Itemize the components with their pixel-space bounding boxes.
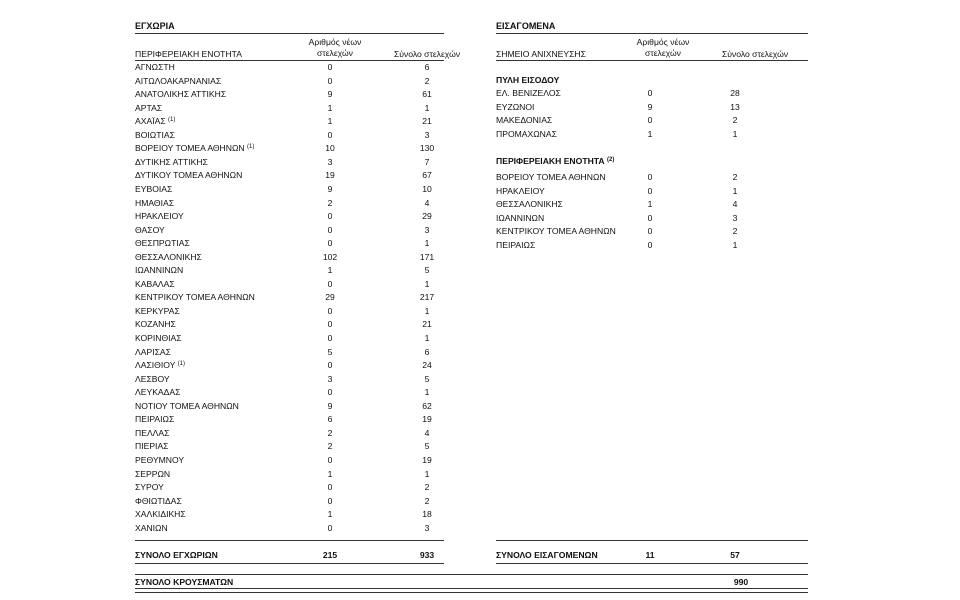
row-name-text: ΠΙΕΡΙΑΣ (135, 441, 169, 452)
domestic-table-row (135, 61, 455, 74)
grand-total-value: 990 (733, 577, 749, 587)
row-name (496, 212, 544, 225)
row-total-count: 1 (424, 468, 430, 479)
imported-entry-row (496, 87, 816, 100)
row-name (135, 142, 254, 155)
row-name (496, 128, 557, 141)
domestic-section-title: ΕΓΧΩΡΙΑ (135, 21, 175, 31)
domestic-total-divider-top (135, 540, 444, 541)
row-total-count: 61 (422, 89, 432, 100)
imported-group-region-note: (2) (607, 157, 615, 163)
row-name (135, 346, 171, 359)
row-total-count: 1 (732, 128, 738, 139)
row-new-count: 0 (327, 62, 333, 72)
row-total-count: 4 (424, 427, 430, 438)
row-total-count: 1 (424, 102, 430, 113)
row-name (135, 468, 170, 481)
domestic-total-divider-bottom (135, 563, 444, 564)
row-total-count: 5 (424, 441, 430, 452)
row-total-count: 3 (732, 212, 738, 223)
row-new-count: 5 (327, 346, 333, 357)
row-name (135, 400, 239, 413)
grand-total-label: ΣΥΝΟΛΟ ΚΡΟΥΣΜΑΤΩΝ (135, 577, 234, 587)
row-total-count: 7 (424, 156, 430, 167)
row-new-count: 0 (327, 333, 333, 343)
row-new-count: 1 (647, 128, 653, 139)
row-new-count: 1 (327, 265, 333, 276)
imported-entry-row (496, 114, 816, 127)
domestic-table-row (135, 142, 455, 155)
row-name-text: ΙΩΑΝΝΙΝΩΝ (135, 265, 184, 276)
row-total-count: 18 (422, 509, 432, 520)
imported-entry-row (496, 128, 816, 141)
row-name (135, 278, 175, 291)
row-total-count: 19 (422, 454, 432, 465)
row-new-count: 0 (327, 224, 333, 235)
domestic-table-row (135, 102, 455, 115)
row-total-count: 171 (419, 251, 435, 262)
domestic-title-divider (135, 33, 444, 34)
imported-header-total: Σύνολο στελεχών (721, 49, 789, 59)
row-new-count: 19 (325, 170, 335, 181)
row-total-count: 2 (424, 75, 430, 86)
imported-header-new-line1: Αριθμός νέων (636, 37, 690, 47)
row-total-count: 2 (732, 115, 738, 126)
row-name-text: ΒΟΡΕΙΟΥ ΤΟΜΕΑ ΑΘΗΝΩΝ (496, 172, 606, 182)
domestic-table-row (135, 278, 455, 291)
domestic-table-row (135, 129, 455, 142)
domestic-table-row (135, 373, 455, 386)
row-name-text: ΚΑΒΑΛΑΣ (135, 278, 175, 289)
imported-header-divider (496, 60, 808, 61)
row-total-count: 3 (424, 522, 430, 533)
row-name (135, 427, 169, 440)
row-new-count: 0 (647, 88, 653, 98)
domestic-table-row (135, 359, 455, 372)
row-name (135, 440, 169, 453)
row-total-count: 21 (422, 116, 432, 127)
row-name-text: ΔΥΤΙΚΗΣ ΑΤΤΙΚΗΣ (135, 156, 208, 167)
domestic-table-row (135, 251, 455, 264)
row-name-text: ΑΧΑΪΑΣ (135, 116, 166, 127)
row-new-count: 1 (327, 102, 333, 113)
row-new-count: 1 (647, 199, 653, 210)
row-name (496, 171, 606, 184)
row-new-count: 0 (327, 319, 333, 330)
row-total-count: 1 (424, 278, 430, 289)
row-name (496, 198, 563, 211)
row-name-text: ΛΑΡΙΣΑΣ (135, 346, 171, 357)
imported-total-total: 57 (730, 550, 740, 560)
row-total-count: 21 (422, 319, 432, 330)
row-name-text: ΕΥΒΟΙΑΣ (135, 183, 173, 194)
domestic-table-row (135, 427, 455, 440)
row-new-count: 0 (327, 387, 333, 398)
row-new-count: 0 (647, 226, 653, 237)
row-name-text: ΑΓΝΩΣΤΗ (135, 62, 175, 72)
row-total-count: 24 (422, 360, 432, 371)
row-new-count: 1 (327, 116, 333, 127)
row-total-count: 10 (422, 183, 432, 194)
row-name-text: ΝΟΤΙΟΥ ΤΟΜΕΑ ΑΘΗΝΩΝ (135, 400, 239, 411)
row-new-count: 0 (327, 305, 333, 316)
row-new-count: 9 (327, 183, 333, 194)
row-name-text: ΗΜΑΘΙΑΣ (135, 197, 175, 208)
row-name (135, 224, 165, 237)
imported-region-row (496, 185, 816, 198)
row-name (135, 251, 202, 264)
row-name-text: ΑΝΑΤΟΛΙΚΗΣ ΑΤΤΙΚΗΣ (135, 89, 227, 100)
imported-region-row (496, 171, 816, 184)
row-name-text: ΧΑΛΚΙΔΙΚΗΣ (135, 509, 186, 520)
imported-entry-row (496, 101, 816, 114)
imported-region-row (496, 212, 816, 225)
row-total-count: 1 (732, 239, 738, 250)
row-total-count: 5 (424, 265, 430, 276)
row-name-text: ΘΑΣΟΥ (135, 224, 165, 235)
imported-header-new-line2: στελεχών (645, 48, 681, 58)
row-total-count: 1 (424, 387, 430, 398)
row-name-text: ΛΕΣΒΟΥ (135, 373, 170, 384)
row-name (135, 88, 226, 101)
row-total-count: 3 (424, 224, 430, 235)
row-name (496, 101, 534, 114)
row-new-count: 0 (327, 482, 333, 493)
row-name-text: ΦΘΙΩΤΙΔΑΣ (135, 495, 182, 506)
row-name (135, 129, 175, 142)
row-total-count: 130 (419, 143, 435, 154)
domestic-header-new-line2: στελεχών (317, 48, 353, 58)
row-new-count: 0 (647, 115, 653, 126)
imported-region-row (496, 225, 816, 238)
row-name-text: ΠΡΟΜΑΧΩΝΑΣ (496, 128, 557, 139)
row-new-count: 2 (327, 197, 333, 208)
imported-title-divider (496, 33, 808, 34)
row-total-count: 6 (424, 346, 430, 357)
row-new-count: 0 (327, 495, 333, 506)
row-total-count: 2 (732, 226, 738, 237)
row-name (135, 481, 164, 494)
domestic-table-row (135, 386, 455, 399)
row-new-count: 29 (325, 292, 335, 303)
row-new-count: 6 (327, 414, 333, 425)
domestic-table-row (135, 224, 455, 237)
row-name-text: ΚΟΡΙΝΘΙΑΣ (135, 333, 182, 343)
imported-total-row (496, 549, 816, 562)
domestic-total-row (135, 549, 455, 562)
domestic-table-row (135, 156, 455, 169)
domestic-table-row (135, 454, 455, 467)
row-name-text: ΛΑΣΙΘΙΟΥ (135, 360, 176, 371)
row-new-count: 0 (647, 212, 653, 223)
row-footnote: (1) (168, 117, 176, 124)
row-total-count: 28 (730, 88, 740, 98)
domestic-table-row (135, 305, 455, 318)
row-name-text: ΔΥΤΙΚΟΥ ΤΟΜΕΑ ΑΘΗΝΩΝ (135, 170, 243, 181)
row-new-count: 0 (327, 454, 333, 465)
row-new-count: 9 (327, 400, 333, 411)
row-name (135, 156, 208, 169)
row-name (135, 75, 221, 88)
imported-header-point: ΣΗΜΕΙΟ ΑΝΙΧΝΕΥΣΗΣ (496, 49, 586, 59)
row-name (135, 169, 242, 182)
row-total-count: 4 (424, 197, 430, 208)
domestic-table-row (135, 468, 455, 481)
row-total-count: 62 (422, 400, 432, 411)
row-name (135, 183, 172, 196)
imported-region-row (496, 239, 816, 252)
grand-total-divider-top (135, 574, 808, 575)
row-name (135, 61, 175, 74)
imported-total-label: ΣΥΝΟΛΟ ΕΙΣΑΓΟΜΕΝΩΝ (496, 550, 598, 560)
row-name (496, 114, 552, 127)
domestic-table-row (135, 210, 455, 223)
domestic-header-total: Σύνολο στελεχών (393, 49, 461, 59)
row-total-count: 1 (424, 238, 430, 249)
row-name (135, 413, 174, 426)
row-name-text: ΗΡΑΚΛΕΙΟΥ (496, 185, 545, 196)
domestic-total-label: ΣΥΝΟΛΟ ΕΓΧΩΡΙΩΝ (135, 550, 218, 560)
domestic-table-row (135, 508, 455, 521)
row-new-count: 0 (647, 172, 653, 182)
row-name (135, 332, 182, 345)
row-total-count: 2 (424, 482, 430, 493)
row-new-count: 0 (647, 239, 653, 250)
row-total-count: 3 (424, 129, 430, 140)
row-new-count: 2 (327, 427, 333, 438)
row-name (135, 359, 185, 372)
row-new-count: 3 (327, 373, 333, 384)
row-new-count: 1 (327, 468, 333, 479)
row-total-count: 2 (732, 172, 738, 182)
domestic-table-row (135, 440, 455, 453)
row-name-text: ΒΟΡΕΙΟΥ ΤΟΜΕΑ ΑΘΗΝΩΝ (135, 143, 245, 154)
row-total-count: 13 (730, 101, 740, 112)
domestic-table-row (135, 88, 455, 101)
domestic-table-row (135, 197, 455, 210)
row-new-count: 9 (327, 89, 333, 100)
row-total-count: 6 (424, 62, 430, 72)
row-name-text: ΘΕΣΣΑΛΟΝΙΚΗΣ (496, 199, 563, 210)
row-new-count: 0 (327, 360, 333, 371)
row-total-count: 1 (424, 305, 430, 316)
domestic-table-row (135, 481, 455, 494)
row-total-count: 67 (422, 170, 432, 181)
row-name (135, 197, 174, 210)
row-new-count: 1 (327, 509, 333, 520)
domestic-table-row (135, 75, 455, 88)
domestic-table-row (135, 169, 455, 182)
row-total-count: 5 (424, 373, 430, 384)
row-name-text: ΕΛ. ΒΕΝΙΖΕΛΟΣ (496, 88, 561, 98)
domestic-table-row (135, 183, 455, 196)
row-new-count: 0 (327, 211, 333, 222)
row-name (496, 225, 616, 238)
domestic-table-row (135, 522, 455, 535)
row-name-text: ΙΩΑΝΝΙΝΩΝ (496, 212, 545, 223)
imported-total-divider-top (496, 540, 808, 541)
domestic-table-row (135, 264, 455, 277)
row-name (135, 237, 190, 250)
row-new-count: 0 (327, 238, 333, 249)
row-name-text: ΠΕΙΡΑΙΩΣ (496, 239, 536, 250)
row-name-text: ΠΕΛΛΑΣ (135, 427, 170, 438)
row-new-count: 0 (327, 129, 333, 140)
row-name-text: ΜΑΚΕΔΟΝΙΑΣ (496, 115, 553, 126)
row-footnote: (1) (247, 144, 255, 151)
row-name (135, 115, 175, 128)
row-new-count: 3 (327, 156, 333, 167)
row-name-text: ΗΡΑΚΛΕΙΟΥ (135, 211, 184, 222)
domestic-table-row (135, 291, 455, 304)
imported-group-region-label (496, 155, 614, 168)
domestic-table-row (135, 237, 455, 250)
row-new-count: 0 (647, 185, 653, 196)
row-name-text: ΧΑΝΙΩΝ (135, 522, 168, 533)
row-name-text: ΕΥΖΩΝΟΙ (496, 101, 535, 112)
grand-total-divider-bottom (135, 588, 808, 593)
domestic-total-total: 933 (419, 550, 435, 560)
domestic-total-new: 215 (322, 550, 338, 560)
row-total-count: 4 (732, 199, 738, 210)
domestic-table-row (135, 413, 455, 426)
row-name (135, 210, 184, 223)
row-footnote: (1) (177, 361, 185, 368)
row-name (135, 102, 162, 115)
row-name-text: ΣΥΡΟΥ (135, 482, 164, 493)
row-name-text: ΚΟΖΑΝΗΣ (135, 319, 176, 330)
row-name-text: ΣΕΡΡΩΝ (135, 468, 171, 479)
row-name (135, 386, 180, 399)
row-name-text: ΑΡΤΑΣ (135, 102, 163, 113)
domestic-header-region: ΠΕΡΙΦΕΡΕΙΑΚΗ ΕΝΟΤΗΤΑ (135, 49, 242, 59)
row-name-text: ΒΟΙΩΤΙΑΣ (135, 129, 175, 140)
row-new-count: 0 (327, 278, 333, 289)
row-name-text: ΘΕΣΠΡΩΤΙΑΣ (135, 238, 190, 249)
row-name (496, 185, 545, 198)
row-name (135, 264, 183, 277)
row-new-count: 2 (327, 441, 333, 452)
imported-total-divider-bottom (496, 563, 808, 564)
row-name (135, 373, 170, 386)
row-name-text: ΡΕΘΥΜΝΟΥ (135, 454, 185, 465)
imported-group-region-text: ΠΕΡΙΦΕΡΕΙΑΚΗ ΕΝΟΤΗΤΑ (496, 156, 605, 166)
row-new-count: 0 (327, 75, 333, 86)
row-name (135, 454, 184, 467)
row-name-text: ΘΕΣΣΑΛΟΝΙΚΗΣ (135, 251, 202, 262)
domestic-table-row (135, 495, 455, 508)
imported-total-new: 11 (645, 550, 655, 560)
row-name-text: ΚΕΝΤΡΙΚΟΥ ΤΟΜΕΑ ΑΘΗΝΩΝ (135, 292, 255, 303)
row-new-count: 9 (647, 101, 653, 112)
row-name (135, 495, 182, 508)
imported-region-row (496, 198, 816, 211)
domestic-header-new-line1: Αριθμός νέων (308, 37, 362, 47)
row-new-count: 102 (322, 251, 338, 262)
row-name (496, 87, 561, 100)
row-total-count: 19 (422, 414, 432, 425)
imported-section-title: ΕΙΣΑΓΟΜΕΝΑ (496, 21, 556, 31)
row-total-count: 29 (422, 211, 432, 222)
domestic-table-row (135, 115, 455, 128)
row-name-text: ΚΕΝΤΡΙΚΟΥ ΤΟΜΕΑ ΑΘΗΝΩΝ (496, 226, 616, 237)
row-total-count: 1 (424, 333, 430, 343)
row-name (135, 291, 255, 304)
row-name-text: ΛΕΥΚΑΔΑΣ (135, 387, 181, 398)
row-name (135, 318, 176, 331)
row-name (496, 239, 535, 252)
row-name-text: ΑΙΤΩΛΟΑΚΑΡΝΑΝΙΑΣ (135, 75, 222, 86)
row-total-count: 1 (732, 185, 738, 196)
domestic-table-row (135, 318, 455, 331)
domestic-table-row (135, 332, 455, 345)
row-name (135, 522, 168, 535)
row-new-count: 10 (325, 143, 335, 154)
domestic-table-row (135, 400, 455, 413)
row-new-count: 0 (327, 522, 333, 533)
domestic-table-row (135, 346, 455, 359)
row-name-text: ΠΕΙΡΑΙΩΣ (135, 414, 175, 425)
imported-group-entry-label: ΠΥΛΗ ΕΙΣΟΔΟΥ (496, 75, 560, 85)
row-name-text: ΚΕΡΚΥΡΑΣ (135, 305, 180, 316)
row-total-count: 217 (419, 292, 435, 303)
row-total-count: 2 (424, 495, 430, 506)
row-name (135, 508, 186, 521)
row-name (135, 305, 180, 318)
